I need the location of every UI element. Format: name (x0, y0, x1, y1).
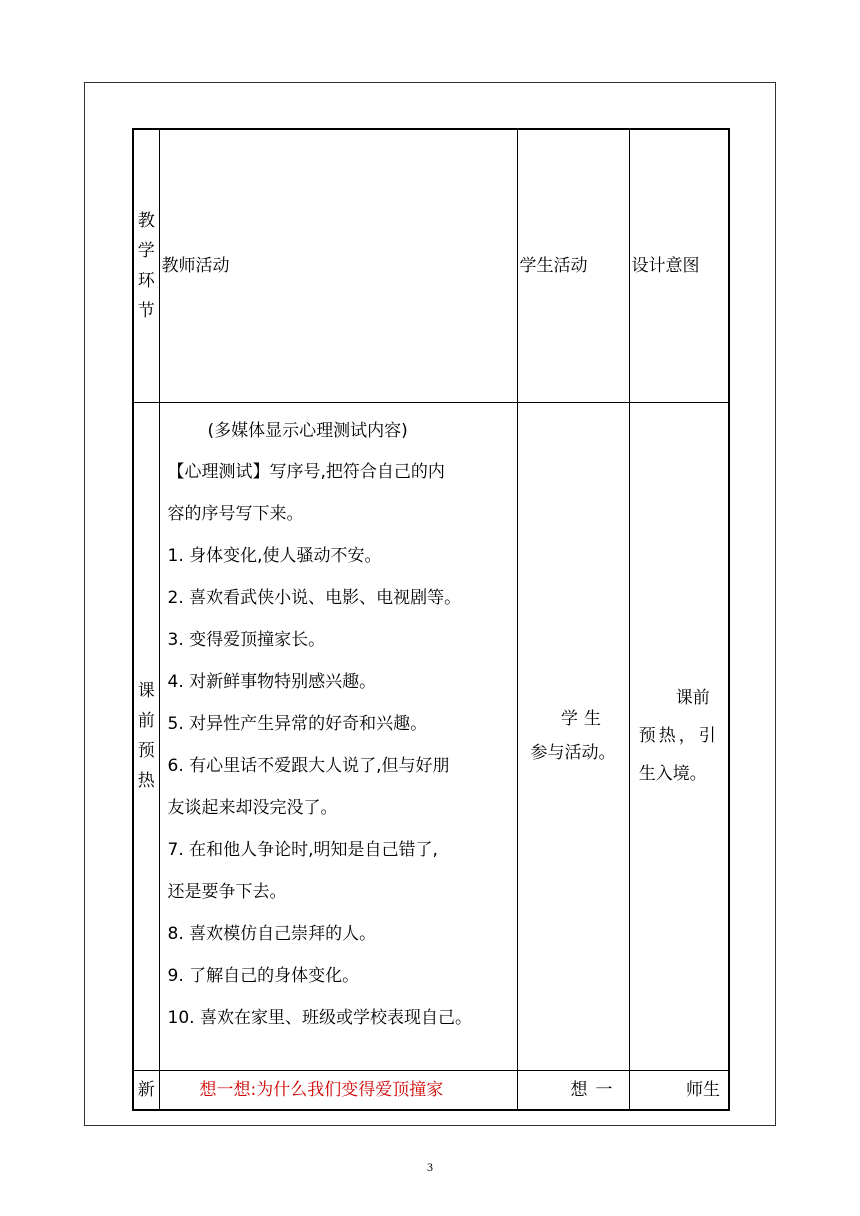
warmup-stage-cell (133, 402, 159, 1070)
test-item: 7. 在和他人争论时,明知是自己错了, (167, 839, 438, 860)
test-item: 6. 有心里话不爱跟大人说了,但与好朋 (167, 755, 450, 776)
warmup-stage-char: 前 (137, 711, 155, 731)
test-item: 还是要争下去。 (167, 881, 287, 902)
warmup-stage-char: 热 (137, 771, 155, 791)
test-item: 4. 对新鲜事物特别感兴趣。 (167, 671, 377, 692)
test-item: 5. 对异性产生异常的好奇和兴趣。 (167, 713, 428, 734)
warmup-stage-char: 预 (137, 741, 155, 761)
header-teacher-activity: 教师活动 (159, 129, 517, 402)
new-student-activity: 想一 (517, 1070, 629, 1110)
section-new-row (133, 1070, 729, 1110)
test-item: 9. 了解自己的身体变化。 (167, 965, 360, 986)
header-student-activity: 学生活动 (517, 129, 629, 402)
student-activity-line: 参与活动。 (530, 743, 616, 763)
page-number: 3 (427, 1160, 433, 1174)
warmup-stage-char: 课 (137, 681, 155, 701)
design-intent-line: 预热，引 (638, 726, 719, 746)
test-instruction-line: 【心理测试】写序号,把符合自己的内 (167, 461, 445, 482)
new-stage-cell: 新 (133, 1070, 159, 1110)
test-item: 3. 变得爱顶撞家长。 (167, 629, 326, 650)
warmup-design-intent (629, 402, 729, 1070)
test-item: 10. 喜欢在家里、班级或学校表现自己。 (167, 1007, 472, 1028)
header-stage-char: 教 (137, 210, 155, 231)
new-teacher-activity: 想一想:为什么我们变得爱顶撞家 (159, 1070, 517, 1110)
header-stage-char: 学 (137, 240, 155, 261)
multimedia-note: (多媒体显示心理测试内容) (207, 420, 408, 441)
warmup-student-activity (517, 402, 629, 1070)
section-warmup-row (133, 402, 729, 1070)
design-intent-line: 课前 (675, 688, 710, 708)
test-item: 2. 喜欢看武侠小说、电影、电视剧等。 (167, 587, 462, 608)
lesson-plan-table (132, 128, 730, 1111)
header-stage-cell (133, 129, 159, 402)
new-design-intent: 师生 (629, 1070, 729, 1110)
header-stage-char: 节 (137, 300, 155, 321)
design-intent-line: 生入境。 (638, 764, 707, 784)
test-item: 8. 喜欢模仿自己崇拜的人。 (167, 923, 377, 944)
header-design-intent: 设计意图 (629, 129, 729, 402)
test-item: 友谈起来却没完没了。 (167, 797, 338, 818)
header-row (133, 129, 729, 402)
header-stage-char: 环 (137, 270, 155, 291)
warmup-teacher-activity (159, 402, 517, 1070)
test-item: 1. 身体变化,使人骚动不安。 (167, 545, 382, 566)
student-activity-line: 学生 (561, 709, 607, 729)
test-instruction-line: 容的序号写下来。 (167, 503, 304, 524)
